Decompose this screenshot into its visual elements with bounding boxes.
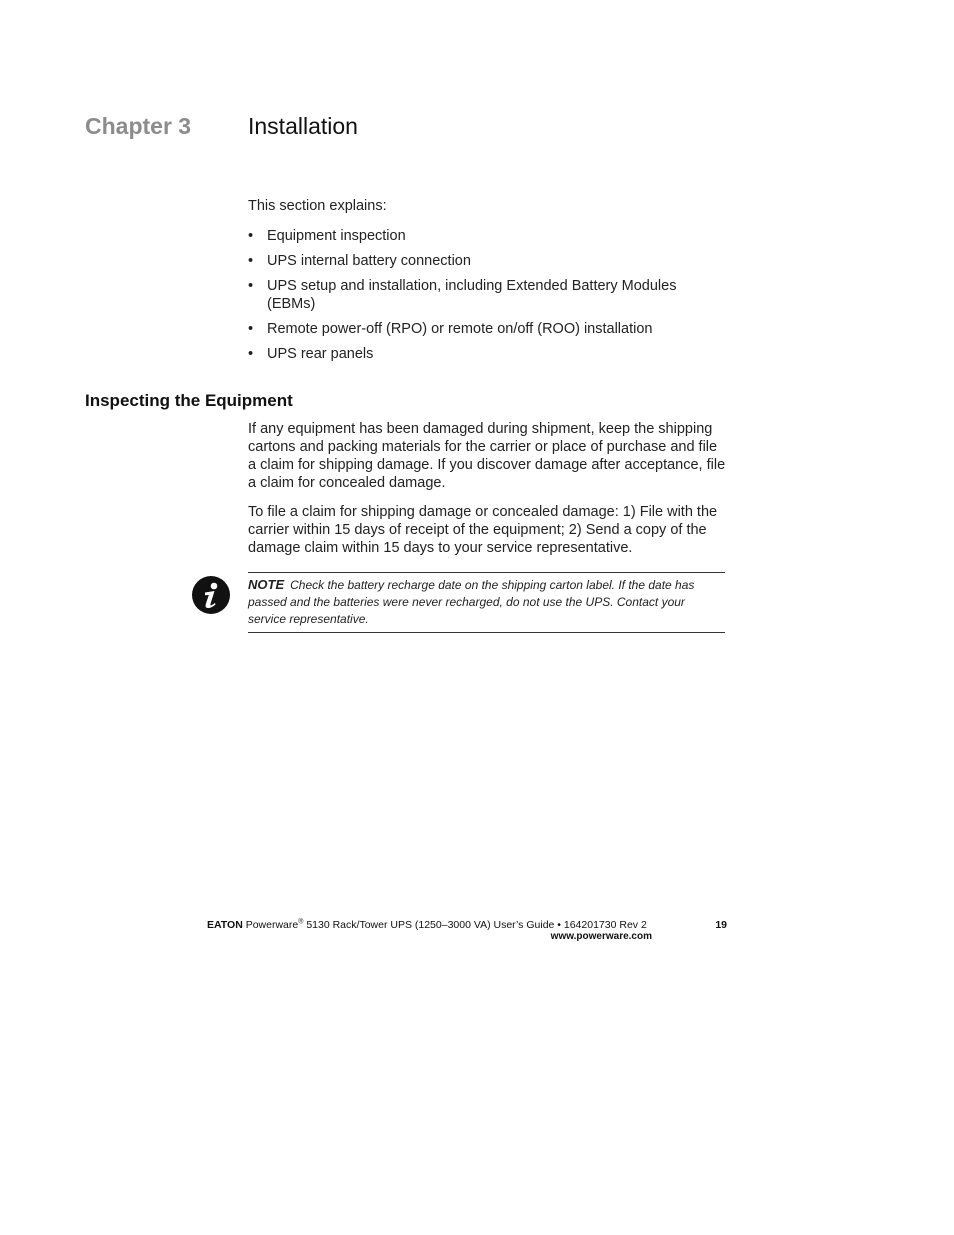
intro-text: This section explains: bbox=[248, 198, 387, 214]
list-item-text: Remote power-off (RPO) or remote on/off (ROO) installation bbox=[267, 321, 653, 337]
list-item bbox=[248, 345, 728, 363]
footer-product: Powerware bbox=[245, 919, 299, 931]
footer-guide: 5130 Rack/Tower UPS (1250–3000 VA) User’s Guide • 164201730 Rev 2 bbox=[303, 919, 647, 931]
bullet-icon: • bbox=[248, 228, 254, 244]
note-text: Check the battery recharge date on the shipping carton label. If the date has passed and the batteries were never recharged, do not use the UPS. Contact your service representative. bbox=[248, 578, 695, 626]
list-item-text: UPS setup and installation, including Extended Battery Modules (EBMs) bbox=[267, 278, 677, 312]
list-item-text: Equipment inspection bbox=[267, 228, 406, 244]
paragraph: To file a claim for shipping damage or concealed damage: 1) File with the carrier within 15 days of receipt of the equipment; 2) Send a copy of the damage claim within 15 days to your service representative. bbox=[248, 504, 718, 556]
bullet-list bbox=[248, 227, 728, 370]
footer-brand: EATON bbox=[207, 919, 243, 931]
list-item bbox=[248, 277, 728, 313]
bullet-icon: • bbox=[248, 253, 254, 269]
section-heading: Inspecting the Equipment bbox=[85, 391, 293, 410]
page-number: 19 bbox=[715, 919, 727, 931]
note-label: NOTE bbox=[248, 577, 285, 592]
footer-url: www.powerware.com bbox=[550, 931, 652, 942]
list-item bbox=[248, 252, 728, 270]
bullet-icon: • bbox=[248, 321, 254, 337]
info-icon bbox=[192, 576, 230, 614]
note-box bbox=[248, 572, 725, 633]
list-item-text: UPS rear panels bbox=[267, 346, 374, 362]
registered-mark: ® bbox=[298, 918, 304, 926]
chapter-title: Installation bbox=[248, 113, 358, 139]
bullet-icon: • bbox=[248, 278, 254, 294]
list-item bbox=[248, 227, 728, 245]
bullet-icon: • bbox=[248, 346, 254, 362]
list-item-text: UPS internal battery connection bbox=[267, 253, 471, 269]
paragraph: If any equipment has been damaged during shipment, keep the shipping cartons and packing materials for the carrier or place of purchase and file a claim for shipping damage. If you discover damage after acceptance, file a claim for concealed damage. bbox=[248, 421, 726, 491]
list-item bbox=[248, 320, 728, 338]
chapter-label: Chapter 3 bbox=[85, 113, 192, 139]
